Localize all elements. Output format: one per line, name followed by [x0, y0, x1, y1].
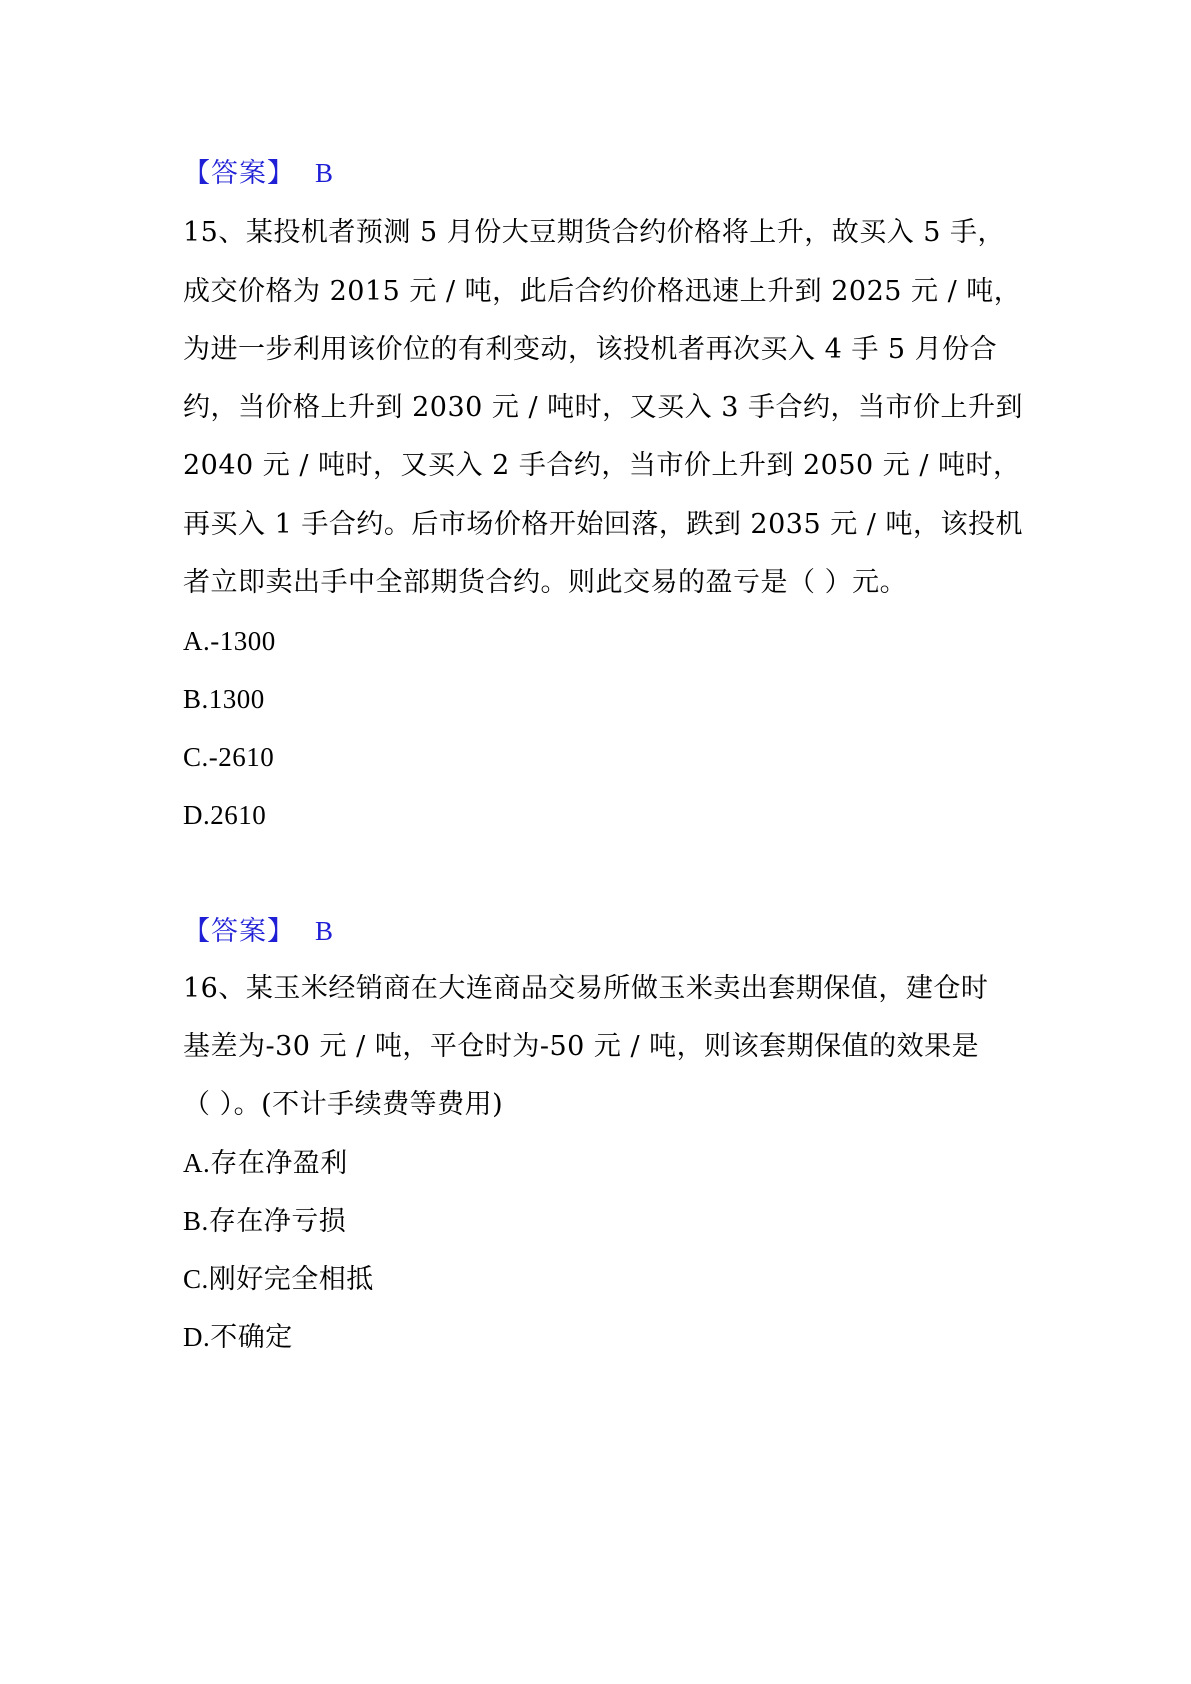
question-15-line-2: 成交价格为 2015 元 / 吨，此后合约价格迅速上升到 2025 元 / 吨， [183, 276, 1022, 307]
option-c: C.-2610 [183, 742, 275, 772]
answer-value: B [315, 158, 335, 188]
question-15-line-4: 约，当价格上升到 2030 元 / 吨时，又买入 3 手合约，当市价上升到 [183, 392, 1023, 423]
option-c: C.刚好完全相抵 [183, 1264, 374, 1294]
question-16-line-1: 16、某玉米经销商在大连商品交易所做玉米卖出套期保值，建仓时 [183, 973, 989, 1004]
question-15-line-5: 2040 元 / 吨时，又买入 2 手合约，当市价上升到 2050 元 / 吨时， [183, 450, 1021, 481]
answer-value: B [315, 916, 335, 946]
answer-line [183, 156, 334, 191]
question-15-line-1: 15、某投机者预测 5 月份大豆期货合约价格将上升，故买入 5 手， [183, 217, 1006, 248]
option-b: B.1300 [183, 684, 265, 714]
question-15-line-7: 者立即卖出手中全部期货合约。则此交易的盈亏是（ ）元。 [183, 567, 908, 598]
question-16-line-2: 基差为-30 元 / 吨，平仓时为-50 元 / 吨，则该套期保值的效果是 [183, 1031, 980, 1062]
answer-line [183, 914, 334, 949]
option-a: A.-1300 [183, 626, 276, 656]
question-15-line-3: 为进一步利用该价位的有利变动，该投机者再次买入 4 手 5 月份合 [183, 334, 998, 365]
option-d: D.2610 [183, 800, 267, 830]
option-b: B.存在净亏损 [183, 1206, 347, 1236]
answer-label: 【答案】 [183, 158, 295, 189]
option-a: A.存在净盈利 [183, 1148, 348, 1178]
question-16-line-3: （ ）。(不计手续费等费用) [183, 1089, 504, 1120]
question-15-line-6: 再买入 1 手合约。后市场价格开始回落，跌到 2035 元 / 吨，该投机 [183, 509, 1023, 540]
answer-label: 【答案】 [183, 916, 295, 947]
option-d: D.不确定 [183, 1322, 293, 1352]
